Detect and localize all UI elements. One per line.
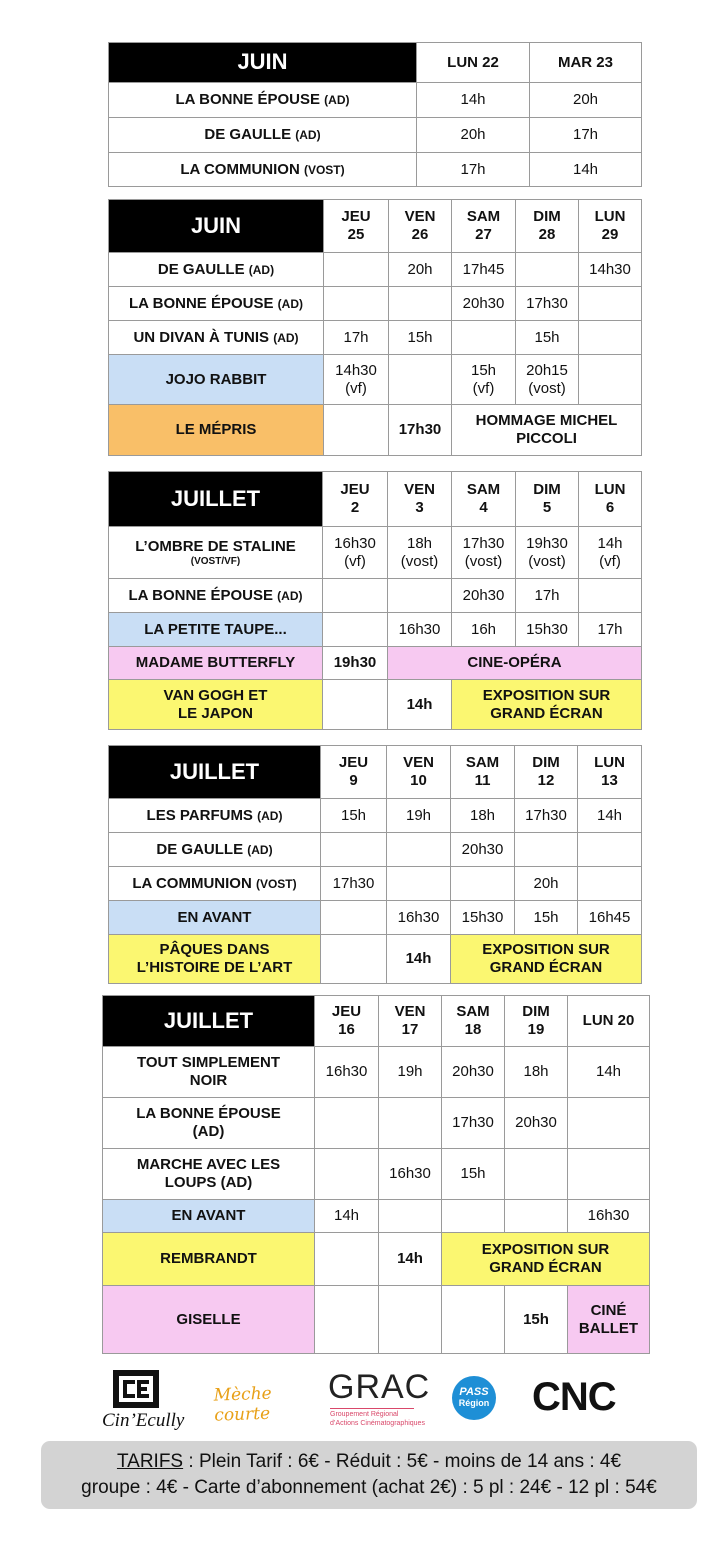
showtime: 19h30 (vost): [516, 527, 579, 579]
showtime: [323, 613, 388, 647]
grac-text: GRAC: [328, 1368, 431, 1406]
pass-text: PASS: [459, 1386, 489, 1398]
showtime: [505, 1149, 568, 1200]
partner-logos: [100, 1370, 640, 1432]
showtime: 17h30: [515, 799, 578, 833]
showtime: 20h: [530, 83, 642, 118]
film-title: UN DIVAN À TUNIS (AD): [109, 321, 324, 355]
showtime: 17h30: [442, 1098, 505, 1149]
day-header: MAR 23: [530, 43, 642, 83]
event-label: CINÉ BALLET: [568, 1286, 650, 1354]
showtime: 15h: [442, 1149, 505, 1200]
showtime: 20h30: [452, 579, 516, 613]
showtime: [315, 1098, 379, 1149]
showtime: 17h30: [389, 405, 452, 456]
month-header: JUILLET: [109, 746, 321, 799]
showtime: [387, 833, 451, 867]
showtime: [452, 321, 516, 355]
day-header: LUN 29: [579, 200, 642, 253]
meche-courte-logo: [214, 1384, 310, 1424]
showtime: 20h: [515, 867, 578, 901]
showtime: 17h: [324, 321, 389, 355]
showtime: 16h: [452, 613, 516, 647]
day-header: DIM 5: [516, 472, 579, 527]
showtime: [379, 1200, 442, 1233]
showtime: 15h: [389, 321, 452, 355]
tarifs-label: TARIFS: [116, 1451, 184, 1472]
showtime: [323, 680, 388, 730]
film-title: VAN GOGH ET LE JAPON: [109, 680, 323, 730]
showtime: [516, 253, 579, 287]
showtime: 18h: [505, 1047, 568, 1098]
showtime: 15h30: [451, 901, 515, 935]
showtime: [578, 867, 642, 901]
showtime: 15h: [515, 901, 578, 935]
showtime: 16h30: [379, 1149, 442, 1200]
day-header: DIM 28: [516, 200, 579, 253]
tarifs-text-1: : Plein Tarif : 6€ - Réduit : 5€ - moins de 14 ans : 4€: [183, 1451, 622, 1472]
film-title: LES PARFUMS (AD): [109, 799, 321, 833]
showtime: [579, 355, 642, 405]
showtime: 20h30: [451, 833, 515, 867]
showtime: 20h30: [505, 1098, 568, 1149]
showtime: 14h: [578, 799, 642, 833]
day-header: VEN 17: [379, 996, 442, 1047]
showtime: [324, 405, 389, 456]
film-title: TOUT SIMPLEMENT NOIR: [103, 1047, 315, 1098]
showtime: 17h: [417, 153, 530, 187]
showtime: 15h: [321, 799, 387, 833]
showtime: 14h: [315, 1200, 379, 1233]
day-header: JEU 2: [323, 472, 388, 527]
showtime: 20h30: [452, 287, 516, 321]
film-title: LE MÉPRIS: [109, 405, 324, 456]
showtime: 17h30: [321, 867, 387, 901]
cin-ecully-text: Cin’Ecully: [102, 1410, 185, 1431]
showtime: [379, 1098, 442, 1149]
film-title: LA BONNE ÉPOUSE (AD): [103, 1098, 315, 1149]
showtime: [379, 1286, 442, 1354]
showtime: [389, 287, 452, 321]
showtime: 14h: [568, 1047, 650, 1098]
ce-mark-icon: [113, 1370, 159, 1408]
showtime: [451, 867, 515, 901]
showtime: [442, 1286, 505, 1354]
film-title: MARCHE AVEC LES LOUPS (AD): [103, 1149, 315, 1200]
showtime: 17h30: [516, 287, 579, 321]
showtime: 14h30 (vf): [324, 355, 389, 405]
showtime: 20h: [417, 118, 530, 153]
showtime: [321, 833, 387, 867]
showtime: [324, 287, 389, 321]
film-title: DE GAULLE (AD): [109, 253, 324, 287]
showtime: 16h30: [568, 1200, 650, 1233]
showtime: 14h (vf): [579, 527, 642, 579]
showtime: [505, 1200, 568, 1233]
day-header: VEN 10: [387, 746, 451, 799]
showtime: [315, 1286, 379, 1354]
showtime: 14h30: [579, 253, 642, 287]
showtime: [442, 1200, 505, 1233]
pass-region-logo: [452, 1376, 496, 1420]
showtime: [579, 321, 642, 355]
event-label: EXPOSITION SUR GRAND ÉCRAN: [442, 1233, 650, 1286]
showtime: [321, 901, 387, 935]
cin-ecully-logo: [100, 1370, 200, 1432]
film-title: EN AVANT: [103, 1200, 315, 1233]
day-header: VEN 3: [388, 472, 452, 527]
grac-divider: [330, 1408, 414, 1409]
tarifs-line-1: [41, 1449, 697, 1475]
showtime: 16h30: [388, 613, 452, 647]
film-title: LA BONNE ÉPOUSE (AD): [109, 83, 417, 118]
showtime: 19h: [387, 799, 451, 833]
schedule-table-juin-1: [108, 42, 642, 187]
day-header: LUN 6: [579, 472, 642, 527]
tarifs-box: [41, 1441, 697, 1509]
day-header: SAM 18: [442, 996, 505, 1047]
cnc-text: CNC: [532, 1375, 616, 1419]
day-header: SAM 4: [452, 472, 516, 527]
showtime: 15h (vf): [452, 355, 516, 405]
showtime: [579, 287, 642, 321]
showtime: 14h: [379, 1233, 442, 1286]
day-header: VEN 26: [389, 200, 452, 253]
showtime: 15h: [505, 1286, 568, 1354]
event-label: EXPOSITION SUR GRAND ÉCRAN: [452, 680, 642, 730]
cnc-logo: [532, 1375, 632, 1419]
showtime: [389, 355, 452, 405]
day-header: SAM 27: [452, 200, 516, 253]
schedule-table-juillet-2: [108, 745, 642, 984]
region-text: Région: [458, 1398, 490, 1408]
event-label: CINE-OPÉRA: [388, 647, 642, 680]
showtime: 16h30: [387, 901, 451, 935]
grac-subtitle-1: Groupement Régional: [330, 1411, 399, 1418]
showtime: 20h15 (vost): [516, 355, 579, 405]
showtime: 16h45: [578, 901, 642, 935]
film-title: GISELLE: [103, 1286, 315, 1354]
event-label: EXPOSITION SUR GRAND ÉCRAN: [451, 935, 642, 984]
film-title: L’OMBRE DE STALINE (VOST/VF): [109, 527, 323, 579]
showtime: 16h30 (vf): [323, 527, 388, 579]
showtime: 17h: [530, 118, 642, 153]
showtime: 18h (vost): [388, 527, 452, 579]
film-title: LA COMMUNION (VOST): [109, 153, 417, 187]
showtime: [323, 579, 388, 613]
showtime: 14h: [417, 83, 530, 118]
month-header: JUILLET: [109, 472, 323, 527]
showtime: 16h30: [315, 1047, 379, 1098]
grac-logo: [328, 1368, 431, 1432]
schedule-table-juillet-1: [108, 471, 642, 730]
film-title: JOJO RABBIT: [109, 355, 324, 405]
schedule-table-juin-2: [108, 199, 642, 456]
showtime: 15h: [516, 321, 579, 355]
event-label: HOMMAGE MICHEL PICCOLI: [452, 405, 642, 456]
showtime: 14h: [388, 680, 452, 730]
showtime: 20h30: [442, 1047, 505, 1098]
film-title: LA BONNE ÉPOUSE (AD): [109, 579, 323, 613]
showtime: [578, 833, 642, 867]
day-header: JEU 16: [315, 996, 379, 1047]
showtime: [315, 1233, 379, 1286]
showtime: 19h: [379, 1047, 442, 1098]
day-header: LUN 22: [417, 43, 530, 83]
showtime: [321, 935, 387, 984]
film-title: LA BONNE ÉPOUSE (AD): [109, 287, 324, 321]
showtime: [388, 579, 452, 613]
showtime: 18h: [451, 799, 515, 833]
film-title: LA COMMUNION (VOST): [109, 867, 321, 901]
day-header: LUN 20: [568, 996, 650, 1047]
film-title: EN AVANT: [109, 901, 321, 935]
showtime: [324, 253, 389, 287]
month-header: JUIN: [109, 200, 324, 253]
month-header: JUILLET: [103, 996, 315, 1047]
film-title: DE GAULLE (AD): [109, 833, 321, 867]
day-header: JEU 9: [321, 746, 387, 799]
showtime: [579, 579, 642, 613]
meche-courte-text: Mèche courte: [213, 1383, 272, 1426]
showtime: 15h30: [516, 613, 579, 647]
schedule-table-juillet-3: [102, 995, 650, 1354]
showtime: [568, 1098, 650, 1149]
showtime: [315, 1149, 379, 1200]
showtime: 17h: [516, 579, 579, 613]
month-header: JUIN: [109, 43, 417, 83]
showtime: 19h30: [323, 647, 388, 680]
film-title: DE GAULLE (AD): [109, 118, 417, 153]
showtime: [515, 833, 578, 867]
showtime: 17h45: [452, 253, 516, 287]
film-title: MADAME BUTTERFLY: [109, 647, 323, 680]
showtime: 14h: [530, 153, 642, 187]
showtime: [387, 867, 451, 901]
grac-subtitle-2: d’Actions Cinématographiques: [330, 1420, 425, 1427]
showtime: 17h: [579, 613, 642, 647]
film-title: LA PETITE TAUPE...: [109, 613, 323, 647]
day-header: DIM 19: [505, 996, 568, 1047]
showtime: 14h: [387, 935, 451, 984]
tarifs-line-2: groupe : 4€ - Carte d’abonnement (achat 2€) : 5 pl : 24€ - 12 pl : 54€: [81, 1477, 657, 1498]
film-title: PÂQUES DANS L’HISTOIRE DE L’ART: [109, 935, 321, 984]
showtime: 17h30 (vost): [452, 527, 516, 579]
day-header: LUN 13: [578, 746, 642, 799]
day-header: DIM 12: [515, 746, 578, 799]
showtime: [568, 1149, 650, 1200]
day-header: JEU 25: [324, 200, 389, 253]
day-header: SAM 11: [451, 746, 515, 799]
showtime: 20h: [389, 253, 452, 287]
film-title: REMBRANDT: [103, 1233, 315, 1286]
